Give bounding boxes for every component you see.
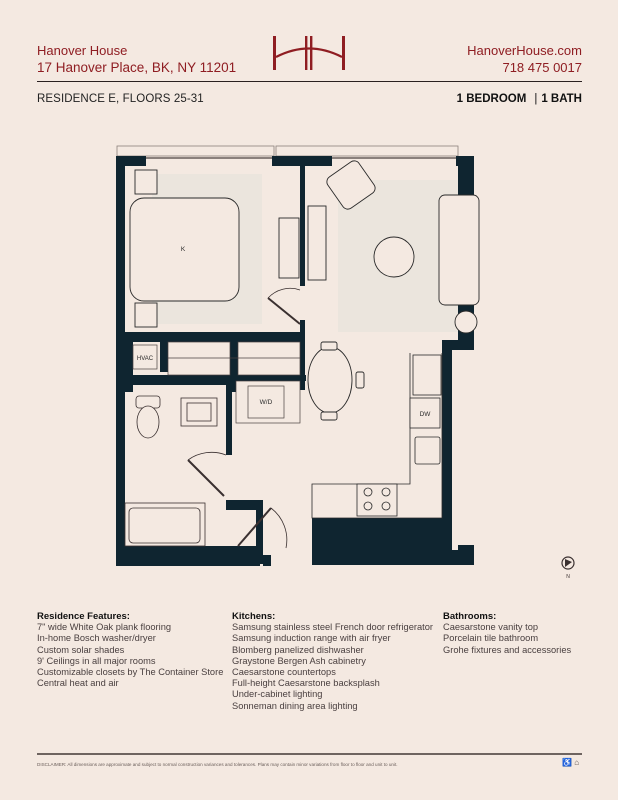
list-item: Full-height Caesarstone backsplash	[232, 678, 380, 689]
nightstand-bottom	[135, 303, 157, 327]
hvac-label: HVAC	[136, 356, 154, 362]
dining-chair	[321, 412, 337, 420]
list-item: Customizable closets by The Container Store	[37, 667, 224, 678]
dishwasher-label: DW	[419, 411, 431, 418]
list-item: Sonneman dining area lighting	[232, 700, 358, 711]
phone-number[interactable]: 718 475 0017	[502, 60, 582, 75]
kitchen-features	[232, 611, 433, 712]
building-name: Hanover House	[37, 43, 128, 58]
kitchen-sink	[415, 437, 440, 464]
website-link[interactable]: HanoverHouse.com	[467, 43, 582, 58]
bathroom	[125, 396, 226, 546]
list-item: 7" wide White Oak plank flooring	[37, 622, 172, 633]
console	[308, 206, 326, 280]
list-item: Caesarstone vanity top	[443, 622, 539, 633]
coffee-table	[374, 237, 414, 277]
list-item: 9' Ceilings in all major rooms	[37, 655, 156, 666]
disclaimer-text: DISCLAIMER: All dimensions are approximate and subject to normal construction variances and tolerances. Plans may contain minor variations from floor to floor and unit to unit.	[37, 762, 398, 767]
dining-chair	[356, 372, 364, 388]
dining-chair	[321, 342, 337, 350]
bathroom-features	[443, 611, 571, 656]
footer-divider	[37, 753, 582, 755]
refrigerator	[413, 355, 441, 395]
footer-icons	[562, 758, 579, 767]
list-item: Central heat and air	[37, 678, 119, 689]
dresser	[279, 218, 299, 278]
nightstand-top	[135, 170, 157, 194]
list-item: Samsung stainless steel French door refrigerator	[232, 622, 434, 633]
compass-label: N	[566, 574, 570, 580]
washer-dryer-label: W/D	[259, 399, 273, 406]
list-item: Grohe fixtures and accessories	[443, 644, 572, 655]
bath-count: 1 BATH	[541, 93, 582, 105]
list-item: In-home Bosch washer/dryer	[37, 633, 156, 644]
residence-title: RESIDENCE E, FLOORS 25-31	[37, 93, 204, 105]
side-table	[455, 311, 477, 333]
north-compass-icon	[560, 556, 576, 580]
equal-housing-icon: ⌂	[574, 758, 580, 767]
bathroom-features-title: Bathrooms:	[443, 611, 497, 622]
list-item: Custom solar shades	[37, 644, 125, 655]
list-item: Caesarstone countertops	[232, 667, 336, 678]
list-item: Blomberg panelized dishwasher	[232, 644, 364, 655]
list-item: Under-cabinet lighting	[232, 689, 323, 700]
residence-features-title: Residence Features:	[37, 611, 130, 622]
summary-separator: |	[534, 93, 538, 105]
dining-table	[308, 347, 352, 413]
list-item: Porcelain tile bathroom	[443, 633, 539, 644]
residence-features	[37, 611, 223, 689]
range	[357, 484, 397, 516]
sofa	[439, 195, 479, 305]
bedroom-count: 1 BEDROOM	[456, 93, 527, 105]
list-item: Samsung induction range with air fryer	[232, 633, 391, 644]
kitchen-features-title: Kitchens:	[232, 611, 276, 622]
building-address: 17 Hanover Place, BK, NY 11201	[37, 60, 237, 75]
bed-label: K	[180, 246, 186, 253]
list-item: Graystone Bergen Ash cabinetry	[232, 655, 366, 666]
accessibility-icon: ♿	[562, 758, 572, 767]
